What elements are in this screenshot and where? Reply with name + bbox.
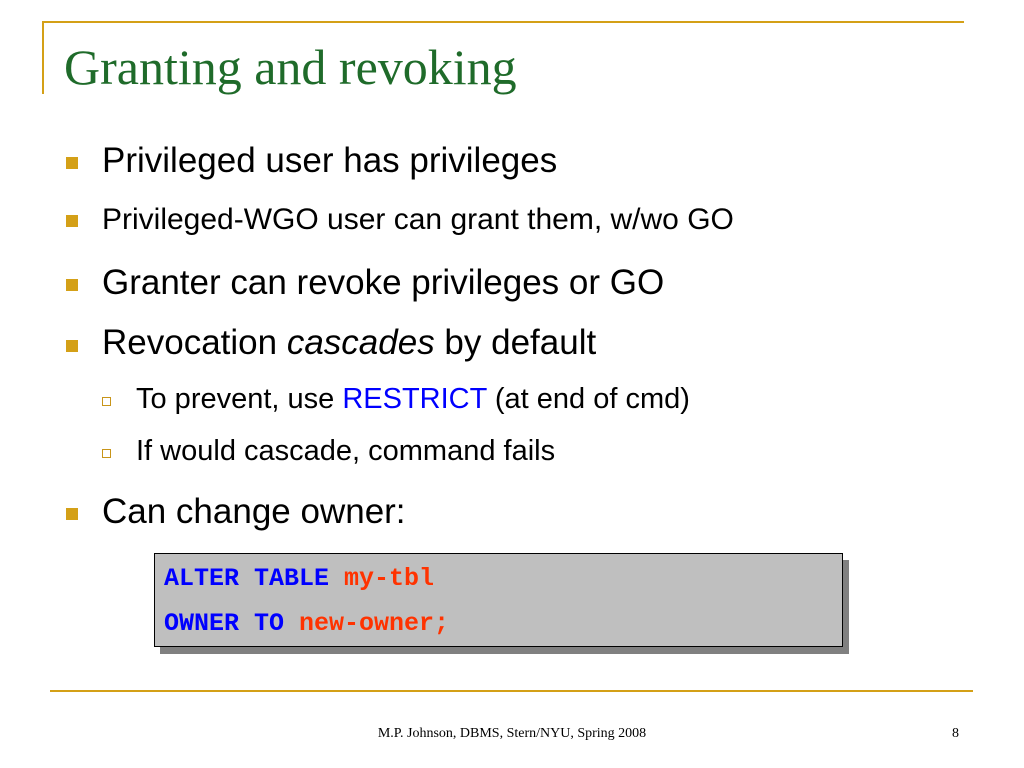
code-identifier: new-owner; <box>299 609 450 638</box>
filled-square-bullet-icon <box>66 340 78 352</box>
code-keyword: ALTER TABLE <box>164 564 345 593</box>
frame-left-rule <box>42 21 44 94</box>
code-keyword: OWNER TO <box>164 609 300 638</box>
hollow-square-bullet-icon <box>102 449 111 458</box>
bullet-text: Granter can revoke privileges or GO <box>102 263 665 302</box>
code-line-2 <box>164 601 842 646</box>
frame-top-rule <box>42 21 964 23</box>
slide-title: Granting and revoking <box>64 39 517 95</box>
bullet-text-part: Revocation <box>102 323 287 362</box>
sub-bullet-text <box>136 381 690 417</box>
code-block <box>154 553 843 647</box>
footer-text: M.P. Johnson, DBMS, Stern/NYU, Spring 2008 <box>377 726 647 741</box>
bullet-text <box>102 321 596 365</box>
bullet-text-part: To prevent, use <box>136 383 343 415</box>
bullet-text: Privileged-WGO user can grant them, w/wo GO <box>102 203 734 236</box>
code-identifier: my-tbl <box>344 564 435 593</box>
filled-square-bullet-icon <box>66 508 78 520</box>
footer-rule <box>50 690 973 692</box>
filled-square-bullet-icon <box>66 215 78 227</box>
bullet-text-part: by default <box>434 323 597 362</box>
bullet-text: Can change owner: <box>102 492 406 531</box>
emphasis-text: cascades <box>286 323 435 362</box>
filled-square-bullet-icon <box>66 279 78 291</box>
code-line-1 <box>164 556 842 601</box>
hollow-square-bullet-icon <box>102 397 111 406</box>
filled-square-bullet-icon <box>66 157 78 169</box>
restrict-keyword: RESTRICT <box>342 383 487 415</box>
sub-bullet-text: If would cascade, command fails <box>136 435 556 467</box>
bullet-text: Privileged user has privileges <box>102 141 558 180</box>
page-number: 8 <box>952 726 959 741</box>
bullet-text-part: (at end of cmd) <box>486 383 690 415</box>
